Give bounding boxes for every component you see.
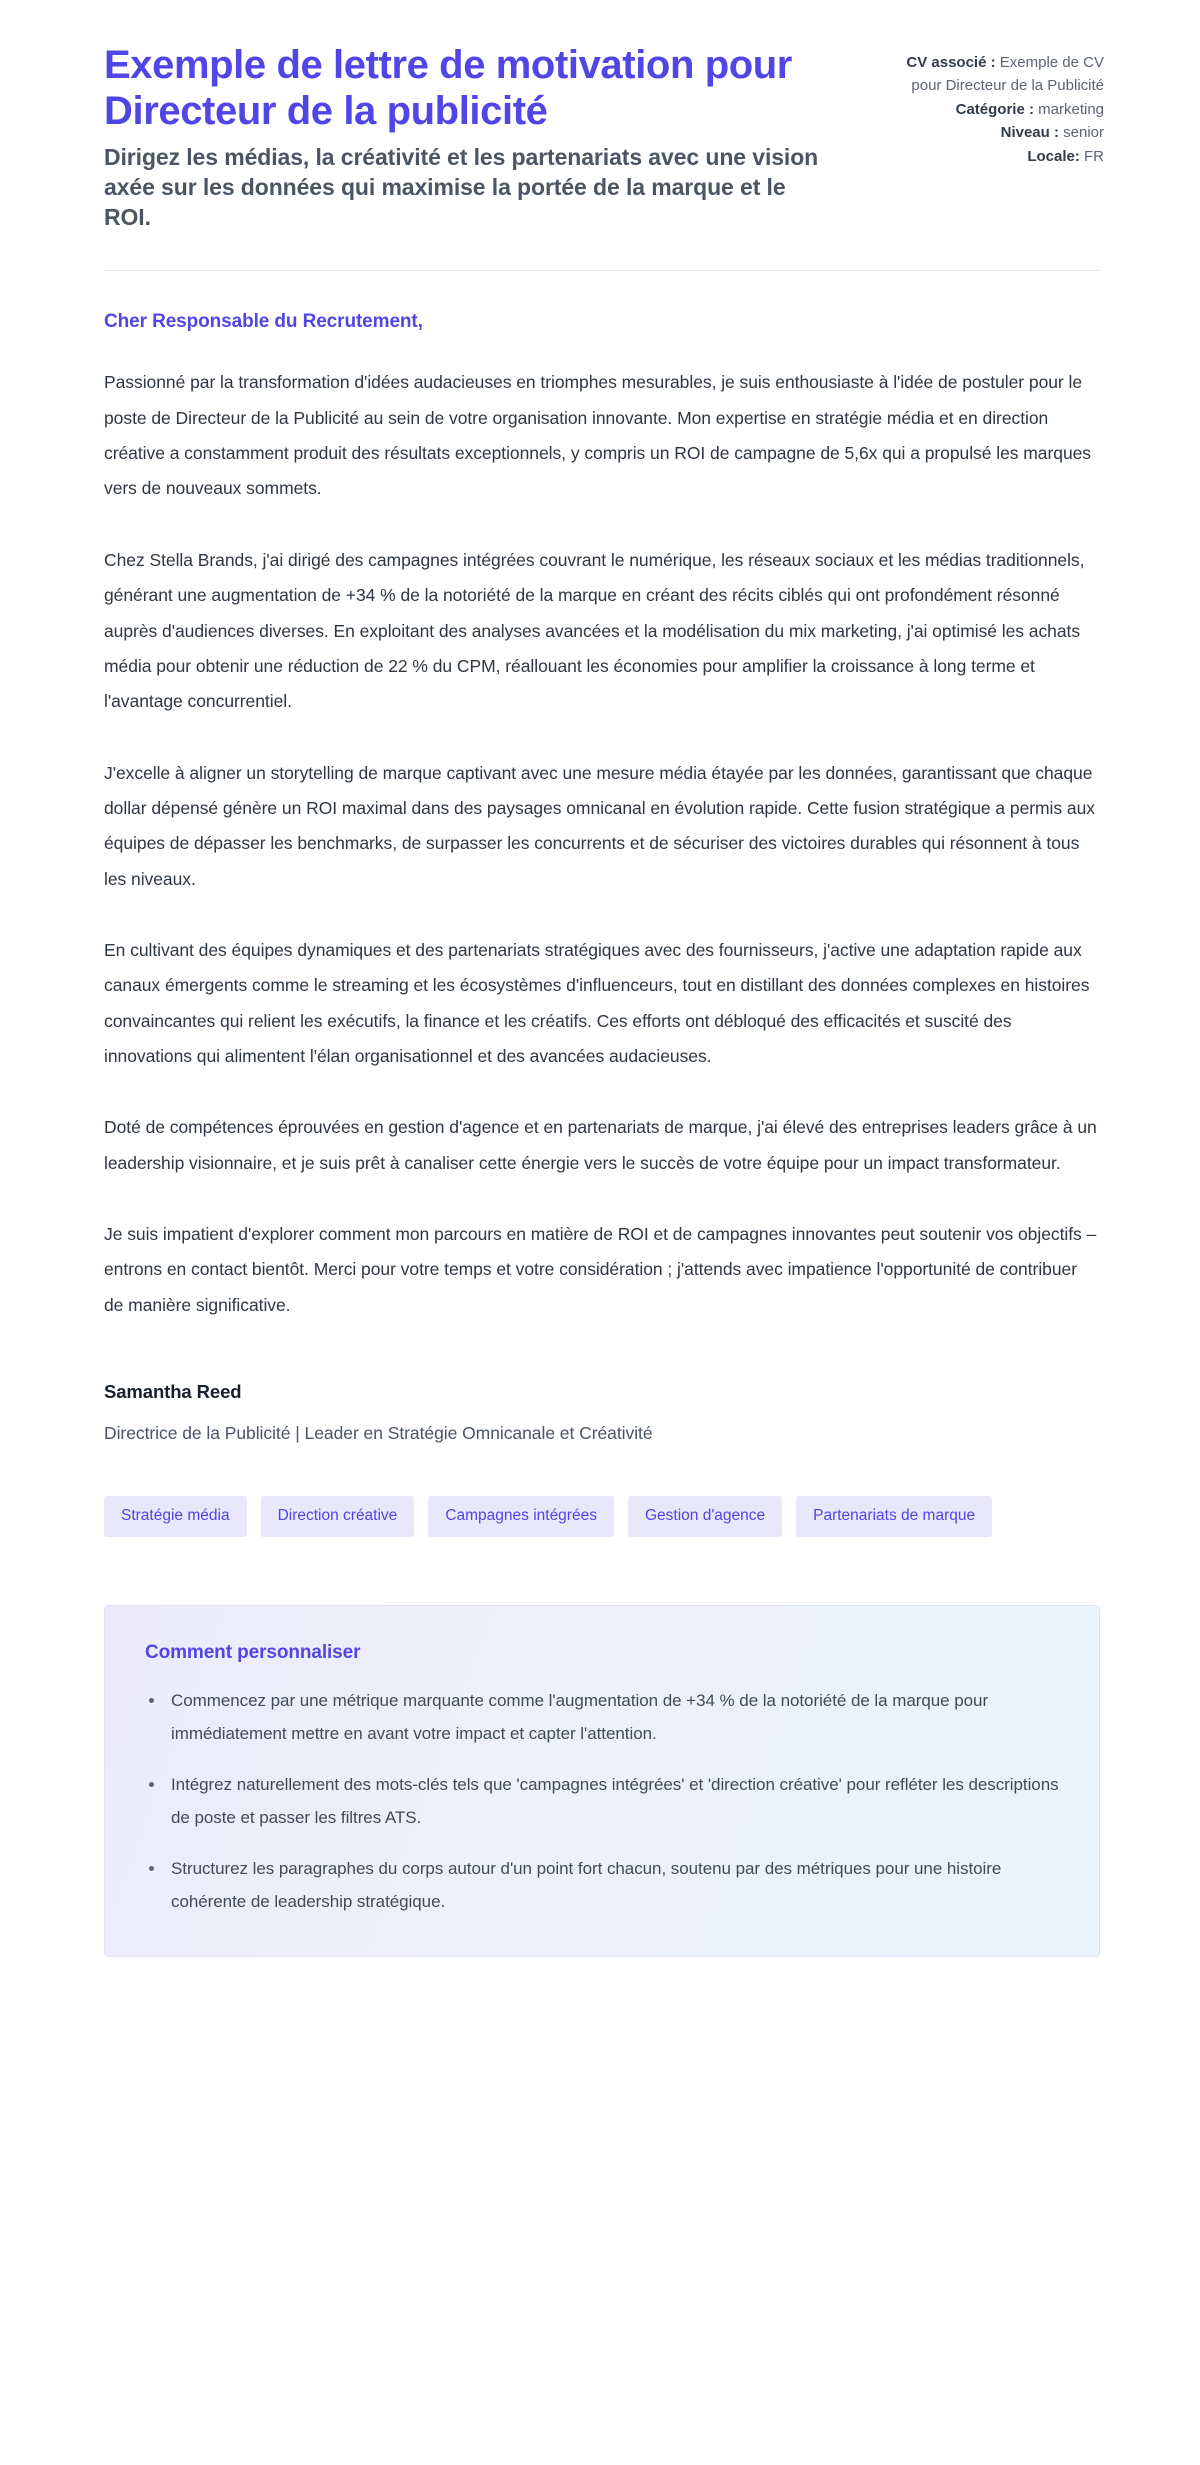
meta-row-category [874,99,1104,122]
page-subtitle: Dirigez les médias, la créativité et les partenariats avec une vision axée sur les données qui maximise la portée de la marque et le ROI. [104,143,819,230]
page-header [104,42,1104,232]
skill-tag[interactable]: Direction créative [261,1496,415,1537]
letter-paragraph: J'excelle à aligner un storytelling de marque captivant avec une mesure média étayée par les données, garantissant que chaque dollar dépensé génère un ROI maximal dans des paysages omnicanal en évolution rapide. Cette fusion stratégique a permis aux équipes de dépasser les benchmarks, de surpasser les concurrents et de sécuriser des victoires durables qui résonnent à tous les niveaux. [104,762,1095,889]
callout-tip-item: Structurez les paragraphes du corps autour d'un point fort chacun, soutenu par des métriques pour une histoire cohérente de leadership stratégique. [145,1852,1059,1918]
meta-row-associated-cv [874,52,1104,98]
meta-row-level [874,122,1104,145]
cover-letter-body [104,271,1100,1323]
signature-name: Samantha Reed [104,1381,242,1403]
letter-paragraph: Je suis impatient d'explorer comment mon parcours en matière de ROI et de campagnes innovantes peut soutenir vos objectifs – entrons en contact bientôt. Merci pour votre temps et votre considération ; j'attends avec impatience l'opportunité de contribuer de manière significative. [104,1223,1097,1315]
page-title: Exemple de lettre de motivation pour Directeur de la publicité [104,43,792,134]
letter-salutation: Cher Responsable du Recrutement, [104,311,423,333]
meta-value-level: senior [1063,124,1104,142]
letter-paragraph: Passionné par la transformation d'idées audacieuses en triomphes mesurables, je suis enthousiaste à l'idée de postuler pour le poste de Directeur de la Publicité au sein de votre organisation innovante. Mon expertise en stratégie média et en direction créative a constamment produit des résultats exceptionnels, y compris un ROI de campagne de 5,6x qui a propulsé les marques vers de nouveaux sommets. [104,372,1092,499]
skill-tag-list [104,1496,1034,1537]
meta-label-category: Catégorie : [955,100,1034,118]
meta-value-associated-cv: Exemple de CV pour Directeur de la Publicité [911,54,1104,94]
meta-value-category: marketing [1038,100,1104,118]
signature-block [104,1381,1100,1444]
callout-tip-list [145,1684,1059,1919]
document-metadata [874,42,1104,170]
skill-tag[interactable]: Gestion d'agence [628,1496,782,1537]
meta-label-associated-cv: CV associé : [906,54,996,71]
callout-title: Comment personnaliser [145,1641,361,1663]
customization-tips-callout [104,1605,1100,1958]
header-text-block [104,42,834,232]
callout-tip-item: Intégrez naturellement des mots-clés tels que 'campagnes intégrées' et 'direction créative' pour refléter les descriptions de poste et passer les filtres ATS. [145,1768,1059,1834]
signature-role: Directrice de la Publicité | Leader en Stratégie Omnicanale et Créativité [104,1423,653,1444]
meta-value-locale: FR [1084,148,1104,166]
callout-tip-item: Commencez par une métrique marquante comme l'augmentation de +34 % de la notoriété de la marque pour immédiatement mettre en avant votre impact et capter l'attention. [145,1684,1059,1750]
letter-paragraph: Doté de compétences éprouvées en gestion d'agence et en partenariats de marque, j'ai élevé des entreprises leaders grâce à un leadership visionnaire, et je suis prêt à canaliser cette énergie vers le succès de votre équipe pour un impact transformateur. [104,1117,1097,1173]
skill-tag[interactable]: Campagnes intégrées [428,1496,614,1537]
meta-label-locale: Locale: [1027,148,1080,166]
letter-paragraph: Chez Stella Brands, j'ai dirigé des campagnes intégrées couvrant le numérique, les réseaux sociaux et les médias traditionnels, générant une augmentation de +34 % de la notoriété de la marque en créant des récits ciblés qui ont profondément résonné auprès d'audiences diverses. En exploitant des analyses avancées et la modélisation du mix marketing, j'ai optimisé les achats média pour obtenir une réduction de 22 % du CPM, réallouant les économies pour amplifier la croissance à long terme et l'avantage concurrentiel. [104,549,1085,712]
meta-row-locale [874,146,1104,169]
meta-label-level: Niveau : [1000,124,1059,142]
letter-paragraph: En cultivant des équipes dynamiques et des partenariats stratégiques avec des fournisseurs, j'active une adaptation rapide aux canaux émergents comme le streaming et les écosystèmes d'influenceurs, tout en distillant des données complexes en histoires convaincantes qui relient les exécutifs, la finance et les créatifs. Ces efforts ont débloqué des efficacités et suscité des innovations qui alimentent l'élan organisationnel et des avancées audacieuses. [104,939,1090,1066]
skill-tag[interactable]: Partenariats de marque [796,1496,992,1537]
skill-tag[interactable]: Stratégie média [104,1496,247,1537]
